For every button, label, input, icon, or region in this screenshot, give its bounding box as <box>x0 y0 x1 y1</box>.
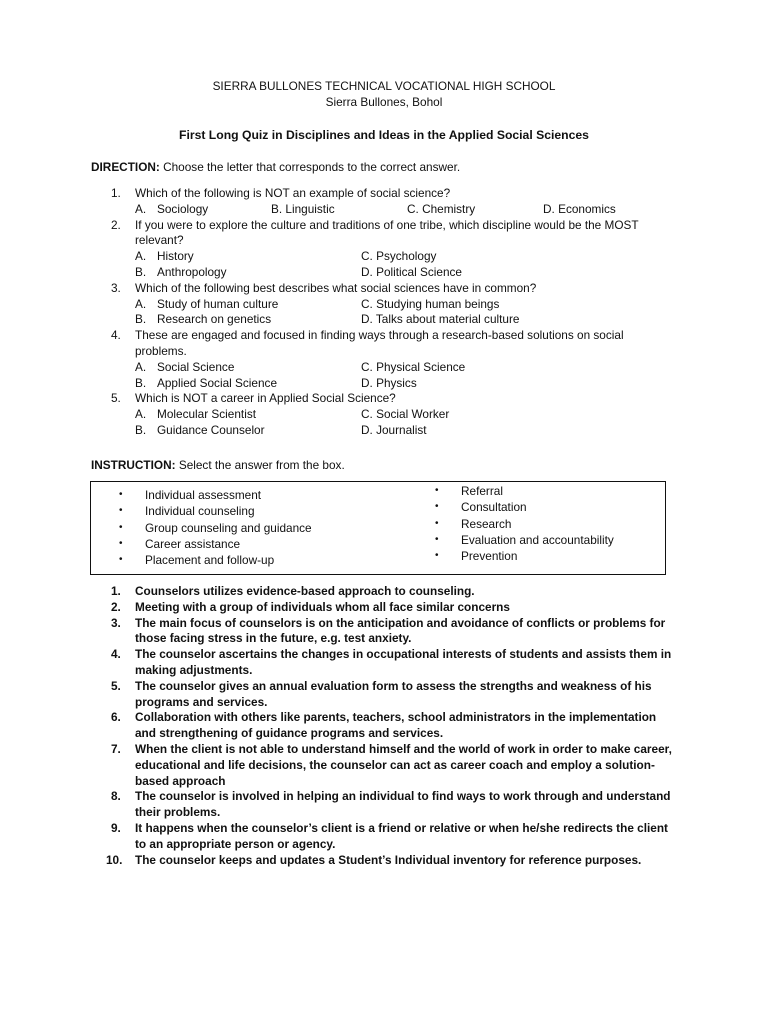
choice-option <box>361 297 499 313</box>
statement-text: Counselors utilizes evidence-based approach to counseling. <box>135 584 475 598</box>
answer-box-item-text: Individual assessment <box>145 488 262 502</box>
choice-text: Social Science <box>157 359 235 374</box>
choice-letter: A. <box>135 359 147 374</box>
statement-number: 3. <box>111 615 121 630</box>
box-items-section <box>0 584 768 868</box>
choice-text: Anthropology <box>157 264 227 279</box>
statement-text: It happens when the counselor’s client is a friend or relative or when he/she redirects the client to an appropriate person or agency. <box>135 820 668 851</box>
statement-item <box>0 710 675 742</box>
choice-option <box>361 423 427 439</box>
answer-box-item <box>435 548 614 564</box>
statement-item <box>0 742 675 789</box>
choice-text: D. Journalist <box>361 422 427 437</box>
statement-number: 2. <box>111 599 121 614</box>
question-item <box>0 391 655 407</box>
choice-row <box>0 423 768 439</box>
school-name: SIERRA BULLONES TECHNICAL VOCATIONAL HIGH SCHOOL <box>212 79 556 93</box>
choice-option <box>135 360 234 376</box>
question-text: Which of the following is NOT an example of social science? <box>135 186 451 200</box>
direction-line <box>91 160 460 176</box>
choice-row <box>0 249 768 265</box>
answer-box-item-text: Prevention <box>461 549 518 564</box>
choice-text: Guidance Counselor <box>157 422 265 437</box>
bullet-icon: • <box>435 485 439 496</box>
question-number: 4. <box>111 328 121 343</box>
statement-item <box>0 789 675 821</box>
choice-text: C. Studying human beings <box>361 296 500 311</box>
multiple-choice-section <box>0 186 768 439</box>
statement-item <box>0 584 675 600</box>
answer-box-item <box>435 532 614 548</box>
choice-option <box>135 202 208 218</box>
choice-row <box>0 265 768 281</box>
choice-text: C. Chemistry <box>407 201 476 216</box>
question-number: 3. <box>111 280 121 295</box>
choice-option <box>361 360 465 376</box>
instruction-line <box>91 458 345 474</box>
statement-text: Collaboration with others like parents, teachers, school administrators in the implementation and strengthening of guidance programs and services. <box>135 710 657 741</box>
statement-number: 10. <box>106 852 123 867</box>
choice-row <box>0 360 768 376</box>
instruction-text: Select the answer from the box. <box>175 458 345 472</box>
instruction-label: INSTRUCTION: <box>91 458 176 472</box>
statement-item <box>0 853 675 869</box>
answer-box-right-column <box>435 483 614 564</box>
school-location: Sierra Bullones, Bohol <box>325 94 443 109</box>
bullet-icon: • <box>119 554 123 566</box>
direction-text: Choose the letter that corresponds to the correct answer. <box>159 160 461 174</box>
answer-box-item <box>435 483 614 499</box>
choice-option <box>543 202 616 218</box>
choice-text: History <box>157 249 194 264</box>
bullet-icon: • <box>435 533 439 545</box>
choice-text: Applied Social Science <box>157 375 278 390</box>
statement-number: 4. <box>111 647 121 662</box>
choice-text: D. Talks about material culture <box>361 312 520 327</box>
choice-option <box>361 249 436 265</box>
choice-text: D. Economics <box>543 201 616 216</box>
statement-number: 9. <box>111 820 121 835</box>
choice-letter: A. <box>135 249 147 264</box>
answer-box-item <box>119 520 312 536</box>
bullet-icon: • <box>119 537 123 549</box>
statement-text: The main focus of counselors is on the anticipation and avoidance of conflicts or problems for those facing stress in the future, e.g. test anxiety. <box>135 615 666 646</box>
answer-box-item-text: Research <box>461 516 512 531</box>
direction-label: DIRECTION: <box>91 160 160 174</box>
choice-option <box>271 202 335 218</box>
question-item <box>0 186 655 202</box>
statement-text: The counselor is involved in helping an individual to find ways to work through and understand their problems. <box>135 789 671 820</box>
choice-option <box>135 312 271 328</box>
question-text: Which of the following best describes what social sciences have in common? <box>135 280 537 295</box>
statement-number: 7. <box>111 741 121 756</box>
statement-number: 6. <box>111 710 121 725</box>
statement-item <box>0 616 675 648</box>
choice-option <box>135 407 256 423</box>
choice-option <box>135 297 278 313</box>
answer-box-left-column <box>119 487 312 568</box>
question-number: 2. <box>111 217 121 232</box>
answer-box-item <box>119 552 312 568</box>
choice-text: Sociology <box>157 201 209 216</box>
statement-item <box>0 679 675 711</box>
choice-text: C. Psychology <box>361 249 437 264</box>
choice-option <box>135 249 194 265</box>
statement-item <box>0 600 675 616</box>
bullet-icon: • <box>119 505 123 517</box>
choice-text: B. Linguistic <box>271 201 335 216</box>
answer-box <box>90 481 666 575</box>
quiz-title: First Long Quiz in Disciplines and Ideas in the Applied Social Sciences <box>179 128 589 142</box>
answer-box-item-text: Consultation <box>461 500 527 515</box>
question-text: These are engaged and focused in finding ways through a research-based solutions on social problems. <box>135 328 624 358</box>
choice-letter: A. <box>135 407 147 422</box>
statement-item <box>0 647 675 679</box>
choice-letter: B. <box>135 312 147 327</box>
answer-box-item-text: Career assistance <box>145 536 241 551</box>
choice-text: Study of human culture <box>157 296 279 311</box>
answer-box-item <box>119 503 312 519</box>
choice-text: C. Social Worker <box>361 407 450 422</box>
statement-number: 8. <box>111 789 121 804</box>
choice-text: Molecular Scientist <box>157 407 257 422</box>
choice-option <box>361 407 449 423</box>
bullet-icon: • <box>435 501 439 513</box>
question-text: Which is NOT a career in Applied Social Science? <box>135 391 396 406</box>
choice-row <box>0 202 768 218</box>
choice-row <box>0 312 768 328</box>
choice-text: Research on genetics <box>157 312 272 327</box>
choice-option <box>361 312 519 328</box>
choice-row <box>0 407 768 423</box>
statement-text: The counselor ascertains the changes in occupational interests of students and assists them in making adjustments. <box>135 647 672 677</box>
bullet-icon: • <box>119 521 123 533</box>
bullet-icon: • <box>119 489 123 500</box>
question-item <box>0 218 655 250</box>
answer-box-item <box>119 536 312 552</box>
question-number: 1. <box>111 186 121 200</box>
answer-box-item <box>435 516 614 532</box>
question-item <box>0 328 655 360</box>
choice-letter: B. <box>135 422 147 437</box>
statement-text: Meeting with a group of individuals whom all face similar concerns <box>135 599 510 614</box>
choice-letter: B. <box>135 375 147 390</box>
choice-letter: B. <box>135 264 147 279</box>
bullet-icon: • <box>435 550 439 562</box>
choice-text: C. Physical Science <box>361 359 466 374</box>
choice-text: D. Political Science <box>361 264 462 279</box>
answer-box-item-text: Evaluation and accountability <box>461 532 614 547</box>
answer-box-item-text: Individual counseling <box>145 504 255 519</box>
statement-text: The counselor gives an annual evaluation form to assess the strengths and weakness of his programs and services. <box>135 678 652 709</box>
choice-option <box>135 423 265 439</box>
question-text: If you were to explore the culture and traditions of one tribe, which discipline would be the MOST relevant? <box>135 217 639 248</box>
statement-text: The counselor keeps and updates a Student’s Individual inventory for reference purposes. <box>135 852 642 867</box>
choice-letter: A. <box>135 201 147 216</box>
choice-option <box>407 202 475 218</box>
answer-box-item-text: Group counseling and guidance <box>145 520 312 535</box>
statement-number: 5. <box>111 678 121 693</box>
question-number: 5. <box>111 391 121 406</box>
answer-box-item-text: Referral <box>461 484 503 498</box>
school-header <box>0 79 768 110</box>
choice-option <box>135 376 277 392</box>
answer-box-item <box>119 487 312 503</box>
statement-number: 1. <box>111 584 121 598</box>
choice-option <box>361 265 462 281</box>
answer-box-item <box>435 499 614 515</box>
choice-option <box>135 265 227 281</box>
statement-text: When the client is not able to understand himself and the world of work in order to make career, educational and life decisions, the counselor can act as career coach and employ a solution-based approach <box>135 741 672 788</box>
statement-item <box>0 821 675 853</box>
choice-letter: A. <box>135 296 147 311</box>
choice-text: D. Physics <box>361 375 417 390</box>
answer-box-item-text: Placement and follow-up <box>145 553 275 568</box>
question-item <box>0 281 655 297</box>
choice-row <box>0 376 768 392</box>
bullet-icon: • <box>435 517 439 529</box>
choice-option <box>361 376 417 392</box>
choice-row <box>0 297 768 313</box>
